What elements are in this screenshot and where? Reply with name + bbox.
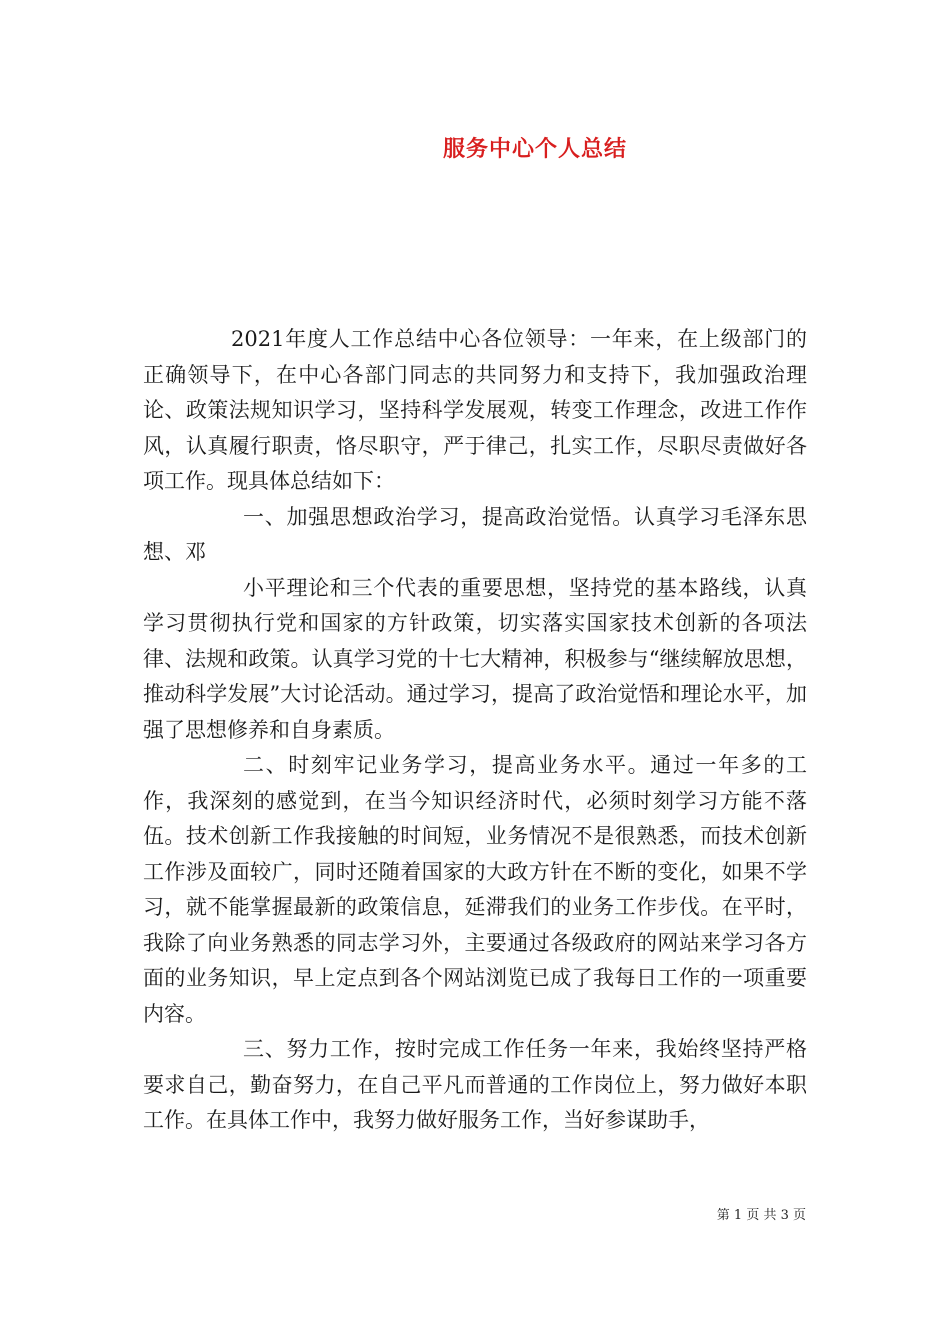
document-title: 服务中心个人总结	[442, 137, 627, 162]
paragraph-section-1-body: 小平理论和三个代表的重要思想，坚持党的基本路线，认真学习贯彻执行党和国家的方针政策，切实落实国家技术创新的各项法律、法规和政策。认真学习党的十七大精神，积极参与“继续解放思想，推动科学发展”大讨论活动。通过学习，提高了政治觉悟和理论水平，加强了思想修养和自身素质。	[143, 575, 807, 742]
page-number: 第 1 页 共 3 页	[716, 1208, 806, 1223]
paragraph-section-1-heading: 一、加强思想政治学习，提高政治觉悟。认真学习毛泽东思想、邓	[143, 504, 807, 564]
document-body	[143, 322, 807, 1139]
paragraph-intro: 2021年度人工作总结中心各位领导：一年来，在上级部门的正确领导下，在中心各部门同志的共同努力和支持下，我加强政治理论、政策法规知识学习，坚持科学发展观，转变工作理念，改进工作作风，认真履行职责，恪尽职守，严于律己，扎实工作，尽职尽责做好各项工作。现具体总结如下：	[143, 327, 807, 493]
paragraph-section-3: 三、努力工作，按时完成工作任务一年来，我始终坚持严格要求自己，勤奋努力，在自己平凡而普通的工作岗位上，努力做好本职工作。在具体工作中，我努力做好服务工作，当好参谋助手，	[143, 1037, 807, 1132]
paragraph-section-2: 二、时刻牢记业务学习，提高业务水平。通过一年多的工作，我深刻的感觉到，在当今知识经济时代，必须时刻学习方能不落伍。技术创新工作我接触的时间短，业务情况不是很熟悉，而技术创新工作涉及面较广，同时还随着国家的大政方针在不断的变化，如果不学习，就不能掌握最新的政策信息，延滞我们的业务工作步伐。在平时，我除了向业务熟悉的同志学习外，主要通过各级政府的网站来学习各方面的业务知识，早上定点到各个网站浏览已成了我每日工作的一项重要内容。	[143, 753, 807, 1026]
